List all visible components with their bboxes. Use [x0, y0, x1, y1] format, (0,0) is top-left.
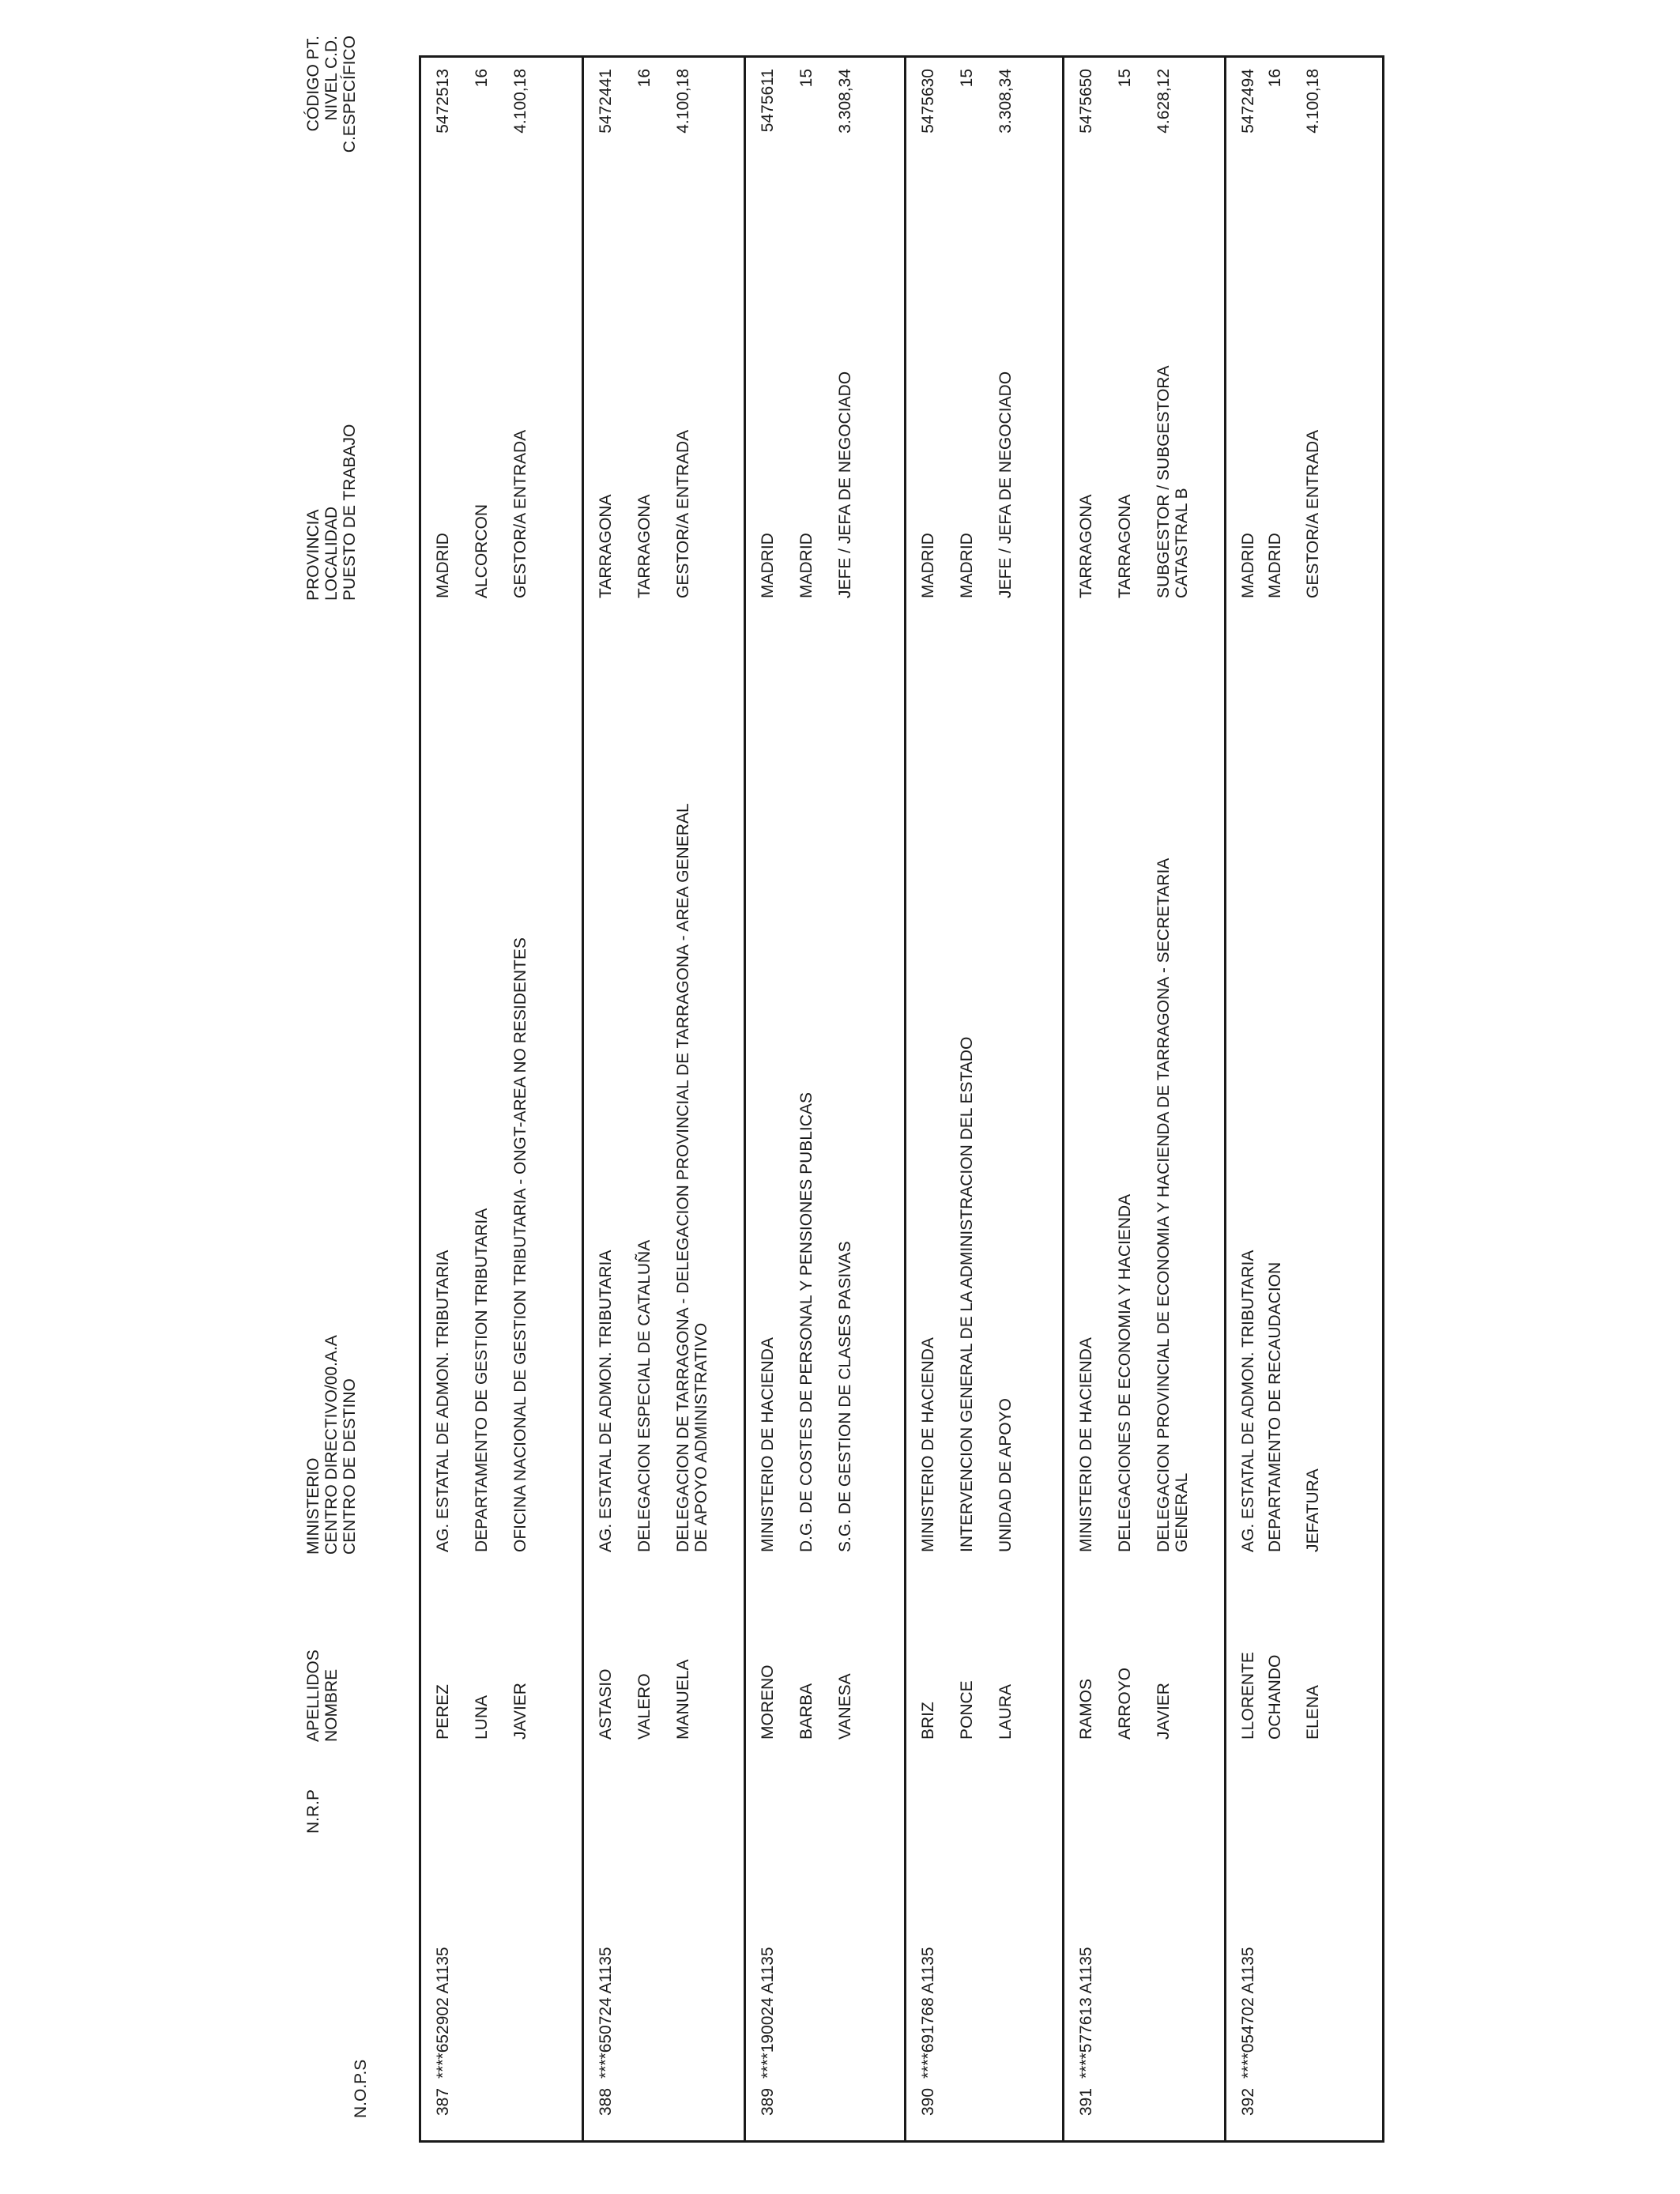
record-codigo: 5475611 [759, 69, 777, 133]
record-row [584, 58, 744, 2140]
record-apellido1: BRIZ [919, 1702, 937, 1740]
record-especifico: 3.308,34 [996, 69, 1015, 134]
header-nops: N.O.P.S [352, 2059, 370, 2118]
records-table [419, 55, 1384, 2143]
header-apellidos: APELLIDOS [304, 1649, 322, 1742]
record-especifico: 4.628,12 [1155, 69, 1173, 134]
record-nrp: ****691768 A1135 [919, 1947, 937, 2079]
record-nrp: ****577613 A1135 [1077, 1947, 1095, 2079]
record-centro-destino: UNIDAD DE APOYO [996, 1398, 1015, 1552]
record-nombre: JAVIER [511, 1683, 529, 1740]
record-codigo: 5475650 [1077, 69, 1095, 134]
record-centro-directivo: D.G. DE COSTES DE PERSONAL Y PENSIONES PUBLICAS [797, 1092, 816, 1552]
record-localidad: TARRAGONA [1116, 494, 1134, 598]
record-nivel: 15 [1116, 69, 1134, 88]
header-especifico: C.ESPECÍFICO [341, 36, 359, 153]
record-apellido2: OCHANDO [1266, 1654, 1284, 1740]
record-provincia: TARRAGONA [597, 494, 615, 598]
record-puesto: JEFE / JEFA DE NEGOCIADO [836, 371, 854, 598]
record-apellido2: PONCE [958, 1680, 976, 1740]
record-localidad: TARRAGONA [635, 494, 654, 598]
record-nombre: VANESA [836, 1673, 854, 1740]
record-provincia: TARRAGONA [1077, 494, 1095, 598]
record-provincia: MADRID [434, 533, 452, 598]
record-apellido1: MORENO [759, 1664, 777, 1740]
record-especifico: 4.100,18 [511, 69, 529, 134]
record-nivel: 16 [473, 69, 491, 88]
record-apellido2: ARROYO [1116, 1667, 1134, 1740]
record-centro-directivo: DEPARTAMENTO DE RECAUDACION [1266, 1261, 1284, 1552]
record-especifico: 4.100,18 [674, 69, 692, 134]
record-localidad: MADRID [1266, 533, 1284, 598]
record-nops: 389 [759, 2087, 777, 2116]
record-localidad: MADRID [797, 533, 816, 598]
record-centro-destino: DELEGACION PROVINCIAL DE ECONOMIA Y HACIENDA DE TARRAGONA - SECRETARIA GENERAL [1155, 858, 1191, 1552]
record-apellido1: PEREZ [434, 1683, 452, 1740]
record-localidad: MADRID [958, 533, 976, 598]
header-localidad: LOCALIDAD [322, 506, 341, 601]
record-puesto: SUBGESTOR / SUBGESTORA CATASTRAL B [1155, 366, 1191, 598]
record-provincia: MADRID [1239, 533, 1257, 598]
record-nombre: LAURA [996, 1683, 1015, 1740]
record-ministerio: AG. ESTATAL DE ADMON. TRIBUTARIA [1239, 1250, 1257, 1552]
record-nops: 387 [434, 2087, 452, 2116]
record-nivel: 15 [797, 69, 816, 88]
record-row [421, 58, 582, 2140]
record-nombre: JAVIER [1155, 1683, 1173, 1740]
record-especifico: 3.308,34 [836, 69, 854, 134]
header-nrp: N.R.P [304, 1789, 322, 1834]
header-centro-directivo: CENTRO DIRECTIVO/00.A.A [322, 1335, 341, 1555]
record-nops: 391 [1077, 2087, 1095, 2116]
record-centro-destino: JEFATURA [1304, 1468, 1322, 1552]
record-ministerio: AG. ESTATAL DE ADMON. TRIBUTARIA [597, 1250, 615, 1552]
record-ministerio: AG. ESTATAL DE ADMON. TRIBUTARIA [434, 1250, 452, 1552]
record-nrp: ****054702 A1135 [1239, 1947, 1257, 2079]
record-ministerio: MINISTERIO DE HACIENDA [1077, 1337, 1095, 1552]
table-header [304, 0, 375, 2194]
record-codigo: 5472494 [1239, 69, 1257, 134]
header-provincia: PROVINCIA [304, 509, 322, 601]
record-ministerio: MINISTERIO DE HACIENDA [759, 1337, 777, 1552]
record-apellido2: LUNA [473, 1695, 491, 1740]
record-centro-destino: DELEGACION DE TARRAGONA - DELEGACION PROVINCIAL DE TARRAGONA - AREA GENERAL DE APOYO ADMINISTRATIVO [674, 804, 710, 1552]
record-codigo: 5472513 [434, 69, 452, 134]
record-ministerio: MINISTERIO DE HACIENDA [919, 1337, 937, 1552]
record-puesto: JEFE / JEFA DE NEGOCIADO [996, 371, 1015, 598]
record-localidad: ALCORCON [473, 503, 491, 598]
record-nivel: 15 [958, 69, 976, 88]
record-row [1226, 58, 1384, 2140]
record-codigo: 5472441 [597, 69, 615, 134]
record-nops: 390 [919, 2087, 937, 2116]
record-centro-directivo: DEPARTAMENTO DE GESTION TRIBUTARIA [473, 1208, 491, 1552]
record-apellido1: RAMOS [1077, 1678, 1095, 1740]
header-centro-destino: CENTRO DE DESTINO [341, 1378, 359, 1555]
record-puesto: GESTOR/A ENTRADA [1304, 429, 1322, 598]
record-centro-directivo: INTERVENCION GENERAL DE LA ADMINISTRACION DEL ESTADO [958, 1036, 976, 1552]
record-puesto: GESTOR/A ENTRADA [674, 429, 692, 598]
header-ministerio: MINISTERIO [304, 1457, 322, 1555]
record-especifico: 4.100,18 [1304, 69, 1322, 134]
record-codigo: 5475630 [919, 69, 937, 134]
header-nivel: NIVEL C.D. [322, 36, 341, 121]
record-nivel: 16 [1266, 69, 1284, 88]
record-nombre: MANUELA [674, 1659, 692, 1740]
record-nrp: ****190024 A1135 [759, 1947, 777, 2079]
record-apellido2: BARBA [797, 1683, 816, 1740]
record-apellido2: VALERO [635, 1673, 654, 1740]
record-centro-directivo: DELEGACION ESPECIAL DE CATALUÑA [635, 1239, 654, 1552]
record-provincia: MADRID [759, 533, 777, 598]
record-nrp: ****652902 A1135 [434, 1947, 452, 2079]
record-centro-directivo: DELEGACIONES DE ECONOMIA Y HACIENDA [1116, 1193, 1134, 1552]
record-nops: 392 [1239, 2087, 1257, 2116]
record-centro-destino: S.G. DE GESTION DE CLASES PASIVAS [836, 1241, 854, 1552]
record-nombre: ELENA [1304, 1685, 1322, 1740]
record-provincia: MADRID [919, 533, 937, 598]
header-nombre: NOMBRE [322, 1668, 341, 1742]
record-nivel: 16 [635, 69, 654, 88]
record-row [906, 58, 1062, 2140]
record-nops: 388 [597, 2087, 615, 2116]
header-codigo: CÓDIGO PT. [304, 36, 322, 132]
record-centro-destino: OFICINA NACIONAL DE GESTION TRIBUTARIA - ONGT-AREA NO RESIDENTES [511, 937, 529, 1552]
header-puesto: PUESTO DE TRABAJO [341, 424, 359, 601]
record-row [1064, 58, 1224, 2140]
record-apellido1: LLORENTE [1239, 1652, 1257, 1740]
record-row [746, 58, 904, 2140]
record-apellido1: ASTASIO [597, 1668, 615, 1740]
record-nrp: ****650724 A1135 [597, 1947, 615, 2079]
record-puesto: GESTOR/A ENTRADA [511, 429, 529, 598]
